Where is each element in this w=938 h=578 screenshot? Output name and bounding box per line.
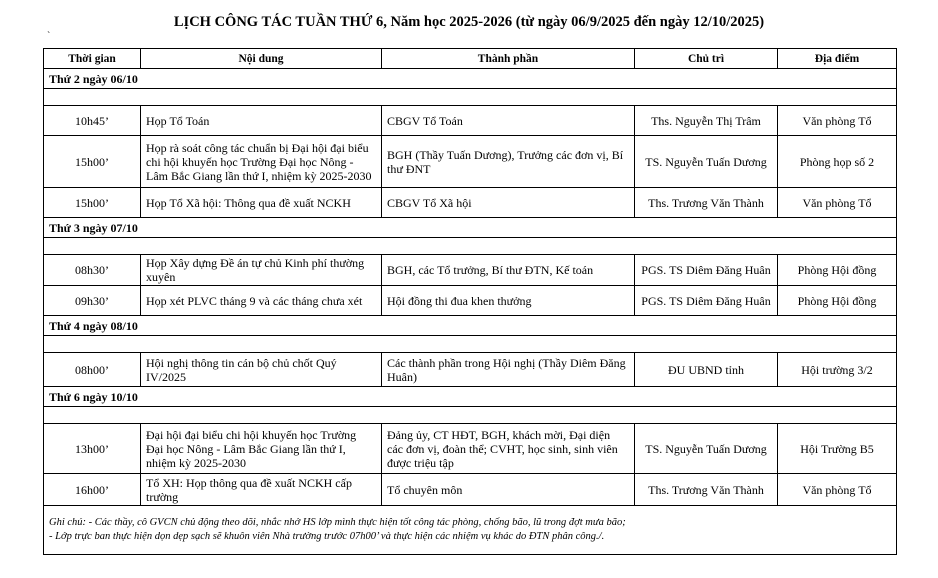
cell-participants: Các thành phần trong Hội nghị (Thầy Diêm Đăng Huân)	[382, 353, 635, 387]
cell-time: 16h00’	[44, 474, 141, 506]
cell-time: 08h30’	[44, 255, 141, 286]
cell-chair: ĐU UBND tỉnh	[635, 353, 778, 387]
day-row	[44, 387, 897, 407]
header-place: Địa điểm	[778, 49, 897, 69]
table-row	[44, 136, 897, 188]
header-time: Thời gian	[44, 49, 141, 69]
day-label: Thứ 6 ngày 10/10	[44, 387, 897, 407]
cell-content: Họp Xây dựng Đề án tự chủ Kinh phí thường xuyên	[141, 255, 382, 286]
cell-place: Phòng Hội đồng	[778, 255, 897, 286]
day-label: Thứ 4 ngày 08/10	[44, 316, 897, 336]
cell-place: Văn phòng Tổ	[778, 106, 897, 136]
day-label: Thứ 3 ngày 07/10	[44, 218, 897, 238]
cell-participants: BGH (Thầy Tuấn Dương), Trưởng các đơn vị, Bí thư ĐNT	[382, 136, 635, 188]
cell-place: Phòng Hội đồng	[778, 286, 897, 316]
cell-content: Họp xét PLVC tháng 9 và các tháng chưa xét	[141, 286, 382, 316]
cell-time: 15h00’	[44, 188, 141, 218]
cell-content: Họp Tổ Toán	[141, 106, 382, 136]
cell-content: Hội nghị thông tin cán bộ chủ chốt Quý IV/2025	[141, 353, 382, 387]
cell-time: 08h00’	[44, 353, 141, 387]
cell-time: 15h00’	[44, 136, 141, 188]
cell-time: 13h00’	[44, 424, 141, 474]
cell-content: Tổ XH: Họp thông qua đề xuất NCKH cấp trường	[141, 474, 382, 506]
cell-participants: Hội đồng thi đua khen thưởng	[382, 286, 635, 316]
table-row	[44, 106, 897, 136]
cell-place: Phòng họp số 2	[778, 136, 897, 188]
cell-place: Hội trường 3/2	[778, 353, 897, 387]
cell-content: Họp Tổ Xã hội: Thông qua đề xuất NCKH	[141, 188, 382, 218]
table-row	[44, 286, 897, 316]
cell-place: Văn phòng Tổ	[778, 188, 897, 218]
cell-participants: CBGV Tổ Toán	[382, 106, 635, 136]
header-chair: Chủ trì	[635, 49, 778, 69]
page-title: LỊCH CÔNG TÁC TUẦN THỨ 6, Năm học 2025-2026 (từ ngày 06/9/2025 đến ngày 12/10/2025)	[173, 14, 765, 30]
header-participants: Thành phần	[382, 49, 635, 69]
day-row	[44, 316, 897, 336]
header-content: Nội dung	[141, 49, 382, 69]
cell-chair: Ths. Trương Văn Thành	[635, 474, 778, 506]
spacer	[44, 407, 897, 424]
cell-time: 09h30’	[44, 286, 141, 316]
spacer	[44, 238, 897, 255]
cell-participants: Tổ chuyên môn	[382, 474, 635, 506]
cell-participants: BGH, các Tổ trưởng, Bí thư ĐTN, Kế toán	[382, 255, 635, 286]
notes	[44, 506, 897, 555]
cell-chair: Ths. Trương Văn Thành	[635, 188, 778, 218]
notes-row	[44, 506, 897, 555]
spacer	[44, 336, 897, 353]
cell-chair: Ths. Nguyễn Thị Trâm	[635, 106, 778, 136]
cell-place: Văn phòng Tổ	[778, 474, 897, 506]
note-line: Ghi chú: - Các thầy, cô GVCN chủ động theo dõi, nhắc nhở HS lớp mình thực hiện tốt công tác phòng, chống bão, lũ trong đợt mưa bão;	[49, 517, 626, 528]
note-line: - Lớp trực ban thực hiện dọn dẹp sạch sẽ khuôn viên Nhà trường trước 07h00’ và thực hiện các nhiệm vụ khác do ĐTN phân công./.	[49, 531, 605, 542]
table-row	[44, 188, 897, 218]
stray-mark: `	[47, 31, 51, 42]
day-row	[44, 69, 897, 89]
day-row	[44, 218, 897, 238]
cell-participants: Đảng ủy, CT HĐT, BGH, khách mời, Đại diện các đơn vị, đoàn thể; CVHT, học sinh, sinh viên được triệu tập	[382, 424, 635, 474]
table-row	[44, 474, 897, 506]
schedule-table	[43, 48, 897, 555]
day-label: Thứ 2 ngày 06/10	[44, 69, 897, 89]
cell-chair: PGS. TS Diêm Đăng Huân	[635, 286, 778, 316]
cell-chair: PGS. TS Diêm Đăng Huân	[635, 255, 778, 286]
table-row	[44, 424, 897, 474]
table-row	[44, 353, 897, 387]
cell-chair: TS. Nguyễn Tuấn Dương	[635, 136, 778, 188]
cell-content: Đại hội đại biểu chi hội khuyến học Trường Đại học Nông - Lâm Bắc Giang lần thứ I, nhiệm kỳ 2025-2030	[141, 424, 382, 474]
cell-time: 10h45’	[44, 106, 141, 136]
cell-chair: TS. Nguyễn Tuấn Dương	[635, 424, 778, 474]
header-row	[44, 49, 897, 69]
table-row	[44, 255, 897, 286]
spacer	[44, 89, 897, 106]
cell-participants: CBGV Tổ Xã hội	[382, 188, 635, 218]
cell-place: Hội Trường B5	[778, 424, 897, 474]
cell-content: Họp rà soát công tác chuẩn bị Đại hội đại biểu chi hội khuyến học Trường Đại học Nông - Lâm Bắc Giang lần thứ I, nhiệm kỳ 2025-2030	[141, 136, 382, 188]
